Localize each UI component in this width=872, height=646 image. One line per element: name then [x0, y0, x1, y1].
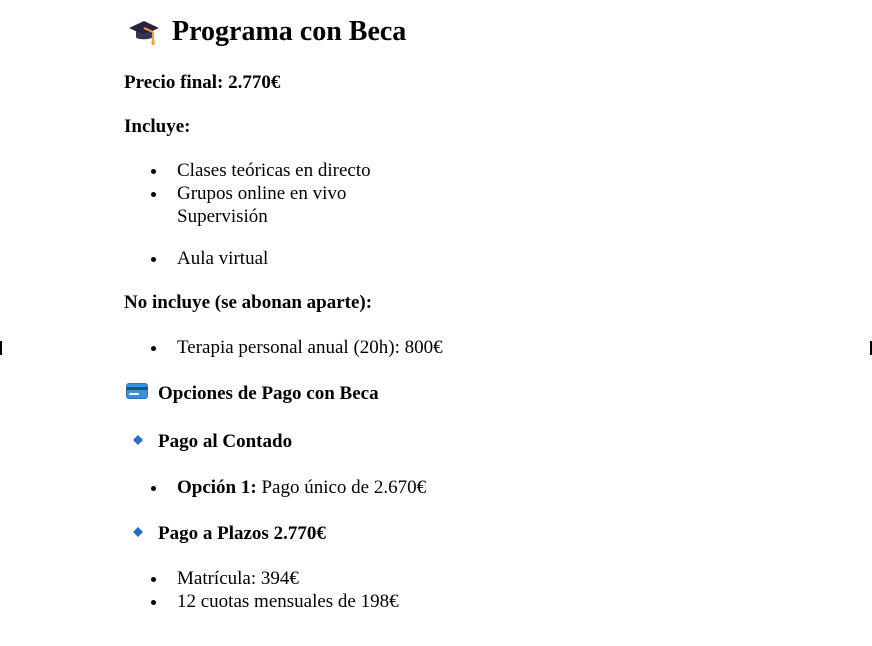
includes-list-continued: [124, 247, 268, 270]
cash-payment-heading-text: Pago al Contado: [158, 431, 293, 452]
left-edge-marker: [0, 341, 2, 355]
includes-list: [124, 159, 371, 228]
includes-heading: Incluye:: [124, 116, 191, 137]
blue-diamond-icon: [126, 522, 150, 546]
list-item: Terapia personal anual (20h): 800€: [124, 336, 443, 359]
installments-list: [124, 567, 399, 613]
excludes-heading: No incluye (se abonan aparte):: [124, 292, 373, 313]
list-item: Clases teóricas en directo: [124, 159, 371, 182]
option-text: Pago único de 2.670€: [256, 477, 427, 498]
payment-options-heading: [126, 382, 379, 406]
installments-heading: [126, 522, 326, 546]
list-item: [124, 476, 426, 499]
excludes-list: [124, 336, 443, 359]
page-title: [128, 12, 406, 52]
blue-diamond-icon: [126, 430, 150, 454]
cash-payment-heading: [126, 430, 292, 454]
list-item: 12 cuotas mensuales de 198€: [124, 590, 399, 613]
list-item: Aula virtual: [124, 247, 268, 270]
option-label: Opción 1:: [177, 477, 257, 498]
page-title-text: Programa con Beca: [172, 16, 407, 47]
cash-options-list: [124, 476, 426, 499]
installments-heading-text: Pago a Plazos 2.770€: [158, 523, 326, 544]
payment-options-heading-text: Opciones de Pago con Beca: [158, 383, 379, 404]
list-item: Grupos online en vivo: [124, 182, 371, 205]
credit-card-icon: [126, 382, 150, 406]
list-item: Matrícula: 394€: [124, 567, 399, 590]
graduation-cap-icon: [128, 16, 160, 48]
final-price: Precio final: 2.770€: [124, 72, 281, 93]
list-item: Supervisión: [177, 206, 268, 227]
